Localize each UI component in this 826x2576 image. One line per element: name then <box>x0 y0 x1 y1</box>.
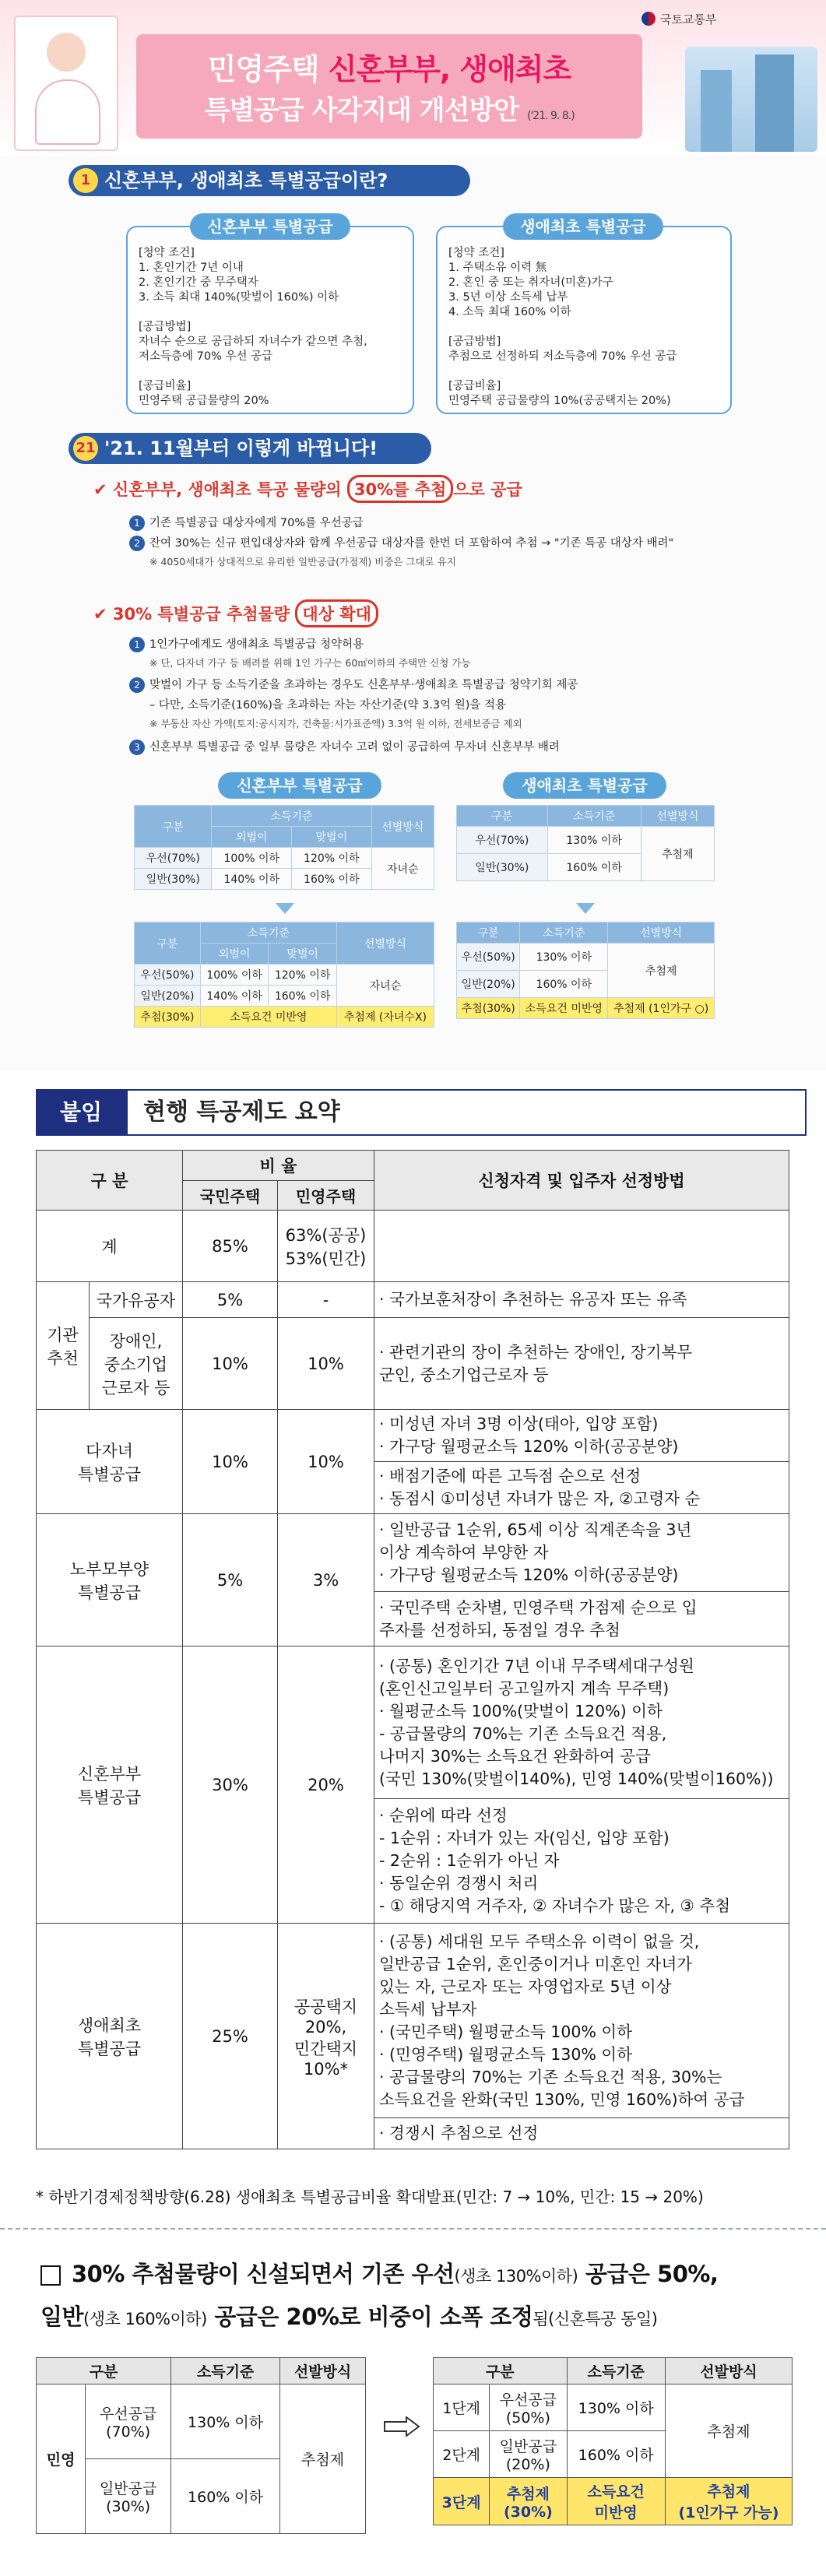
section2-badge: 21 <box>73 436 98 461</box>
point1-heading: ✔ 신혼부부, 생애최초 특공 물량의 30%를 추첨 으로 공급 <box>93 475 522 503</box>
arrow-right-icon <box>383 2416 420 2437</box>
table-row: 기관 추천 국가유공자 5% - · 국가보훈처장이 추천하는 유공자 또는 유족 <box>37 1282 789 1318</box>
table-row: 생애최초 특별공급 25% 공공택지 20%, 민간택지 10%* · (공통) 세대원 모두 주택소유 이력이 없을 것, 일반공급 1순위, 혼인중이거나 미혼인 자녀가 있는 자, 근로자 또는 자영업자로 5년 이상 소득세 납부자 · (국민주택) 월평균소득 100% 이하 · (민영주택) 월평균소득 130% 이하 · 공급물량의 70%는 기존 소득요건 적용, 30%는 소득요건을 완화(국민 130%, 민영 160%)하여 공급 <box>37 1924 789 2118</box>
point2-note1: ※ 단, 다자녀 가구 등 배려를 위해 1인 가구는 60㎡이하의 주택만 신청 가능 <box>149 657 471 669</box>
hero-date: ('21. 9. 8.) <box>527 110 575 122</box>
hero-title-line2: 특별공급 사각지대 개선방안 ('21. 9. 8.) <box>204 95 575 126</box>
footnote: * 하반기경제정책방향(6.28) 생애최초 특별공급비율 확대발표(민간: 7 → 10%, 민간: 15 → 20%) <box>36 2188 704 2206</box>
government-emblem-icon <box>641 12 656 26</box>
special-supply-summary-table <box>36 1150 789 2149</box>
summary-paragraph: 30% 추첨물량이 신설되면서 기존 우선(생초 130%이하) 공급은 50%, 일반(생초 160%이하) 공급은 20%로 비중이 소폭 조정됨(신혼특공 동일) <box>40 2261 719 2330</box>
divider <box>0 2228 826 2230</box>
table-row: · 국민주택 순차별, 민영주택 가점제 순으로 입 주자를 선정하되, 동점일 경우 추첨 <box>37 1592 789 1646</box>
table-row: 신혼부부 특별공급 30% 20% · (공통) 혼인기간 7년 이내 무주택세대구성원 (혼인신고일부터 공고일까지 계속 무주택) · 월평균소득 100%(맞벌이 120%) 이하 - 공급물량의 70%는 기존 소득요건 적용, 나머지 30%는 소득요건 완화하여 공급 (국민 130%(맞벌이140%), 민영 140%(맞벌이160%)) <box>37 1646 789 1799</box>
newlywed-info-box <box>126 217 414 414</box>
point1-line2: 2 잔여 30%는 신규 편입대상자와 함께 우선공급 대상자를 한번 더 포함하여 추첨 → "기존 특공 대상자 배려" <box>129 534 673 551</box>
table-row: · 경쟁시 추첨으로 선정 <box>37 2118 789 2149</box>
header-method: 신청자격 및 입주자 선정방법 <box>374 1151 789 1211</box>
section1-heading: 1 신혼부부, 생애최초 특별공급이란? <box>69 165 470 196</box>
table-row: 장애인, 중소기업 근로자 등 10% 10% · 관련기관의 장이 추천하는 장애인, 장기복무 군인, 중소기업근로자 등 <box>37 1318 789 1410</box>
appendix-tag: 붙임 <box>36 1089 126 1136</box>
firsttime-info-box <box>436 217 732 414</box>
hero-title-line1: 민영주택 신혼부부, 생애최초 <box>207 52 571 86</box>
mini-firsttime-after-table: 구분 소득기준 선별방식 우선(50%) 130% 이하 추첨제 일반(20%) 160% 이하 추첨(30%) 소득요건 미반영 추첨제 (1인가구 ○) <box>456 922 715 1019</box>
point2-heading: ✔ 30% 특별공급 추첨물량 대상 확대 <box>93 599 378 627</box>
appendix-title: 현행 특공제도 요약 <box>126 1089 807 1136</box>
city-illustration <box>685 47 817 152</box>
checkbox-square-icon <box>40 2265 61 2286</box>
policy-infographic <box>0 0 826 1070</box>
point2-note2: ※ 부동산 자산 가액(토지:공시지가, 건축물:시가표준액) 3.3억 원 이하, 전세보증금 제외 <box>149 718 522 729</box>
point1-note: ※ 4050세대가 상대적으로 유리한 일반공급(가점제) 비중은 그대로 유지 <box>149 556 456 568</box>
arrow-down-icon <box>576 903 595 914</box>
mini-newlywed-after-table: 구분 소득기준 선별방식 외벌이 맞벌이 우선(50%) 100% 이하 120% 이하 자녀순 일반(20%) 140% 이하 160% 이하 추첨(30%) 소득요건 미반영 추첨제 (자녀수X) <box>134 922 434 1028</box>
table-row: · 순위에 따라 선정 - 1순위 : 자녀가 있는 자(임신, 입양 포함) - 2순위 : 1순위가 아닌 자 · 동일순위 경쟁시 처리 - ① 해당지역 거주자, ② 자녀수가 많은 자, ③ 추첨 <box>37 1799 789 1924</box>
arrow-down-icon <box>276 903 294 914</box>
newlywed-info-tab: 신혼부부 특별공급 <box>190 213 350 240</box>
mini-firsttime-before-table: 구분 소득기준 선별방식 우선(70%) 130% 이하 추첨제 일반(30%) 160% 이하 <box>456 805 715 881</box>
point1-line1: 1 기존 특별공급 대상자에게 70%를 우선공급 <box>129 514 364 531</box>
header-category: 구 분 <box>37 1151 183 1211</box>
mini-newlywed-tab: 신혼부부 특별공급 <box>218 772 381 799</box>
compare-before-table: 구분 소득기준 선발방식 민영 우선공급 (70%) 130% 이하 추첨제 일반공급 (30%) 160% 이하 <box>36 2357 366 2534</box>
firsttime-info-body: [청약 조건] 1. 주택소유 이력 無 2. 혼인 중 또는 취자녀(미혼)가구 3. 5년 이상 소득세 납부 4. 소득 최대 160% 이하 [공급방법] 추첨으로 선정하되 저소득층에 70% 우선 공급 [공급비율] 민영주택 공급물량의 10%(공공택지는 20%) <box>448 247 677 407</box>
header-ratio: 비 율 <box>183 1151 374 1181</box>
table-row: · 배점기준에 따른 고득점 순으로 선정 · 동점시 ①미성년 자녀가 많은 자, ②고령자 순 <box>37 1462 789 1514</box>
bride-groom-illustration <box>14 16 118 151</box>
newlywed-info-body: [청약 조건] 1. 혼인기간 7년 이내 2. 혼인기간 중 무주택자 3. 소득 최대 140%(맞벌이 160%) 이하 [공급방법] 자녀수 순으로 공급하되 자녀수가 같으면 추첨, 저소득층에 70% 우선 공급 [공급비율] 민영주택 공급물량의 20% <box>139 247 367 407</box>
point1-highlight: 30%를 추첨 <box>347 475 453 503</box>
point2-line3: 3 신혼부부 특별공급 중 일부 물량은 자녀수 고려 없이 공급하여 무자녀 신혼부부 배려 <box>129 738 560 755</box>
section1-badge: 1 <box>73 168 98 193</box>
table-row: 노부모부양 특별공급 5% 3% · 일반공급 1순위, 65세 이상 직계존속을 3년 이상 계속하여 부양한 자 · 가구당 월평균소득 120% 이하(공공분양) <box>37 1514 789 1592</box>
mini-newlywed-before-table: 구분 소득기준 선별방식 외벌이 맞벌이 우선(70%) 100% 이하 120% 이하 자녀순 일반(30%) 140% 이하 160% 이하 <box>134 805 434 890</box>
header-private: 민영주택 <box>278 1181 374 1211</box>
header-public: 국민주택 <box>183 1181 278 1211</box>
table-row: 다자녀 특별공급 10% 10% · 미성년 자녀 3명 이상(태아, 입양 포함) · 가구당 월평균소득 120% 이하(공공분양) <box>37 1410 789 1462</box>
compare-after-table: 구분 소득기준 선발방식 1단계 우선공급 (50%) 130% 이하 추첨제 2단계 일반공급 (20%) 160% 이하 3단계 추첨제 (30%) 소득요건 미반영 추첨제 (1인가구 가능) <box>433 2357 793 2525</box>
firsttime-info-tab: 생애최초 특별공급 <box>503 213 663 240</box>
hero-title-highlight: 신혼부부, 생애최초 <box>328 52 571 86</box>
mini-firsttime-tab: 생애최초 특별공급 <box>503 772 666 799</box>
point2-line1: 1 1인가구에게도 생애최초 특별공급 청약허용 <box>129 635 364 652</box>
table-row: 계 85% 63%(공공) 53%(민간) <box>37 1211 789 1282</box>
section2-heading: 21 '21. 11월부터 이렇게 바뀝니다! <box>69 433 431 464</box>
ministry-name: 국토교통부 <box>660 12 717 26</box>
point2-highlight: 대상 확대 <box>295 599 378 627</box>
point2-sub: – 다만, 소득기준(160%)을 초과하는 자는 자산기준(약 3.3억 원)을 적용 <box>149 699 507 712</box>
point2-line2: 2 맞벌이 가구 등 소득기준을 초과하는 경우도 신혼부부·생애최초 특별공급 청약기회 제공 <box>129 676 578 693</box>
